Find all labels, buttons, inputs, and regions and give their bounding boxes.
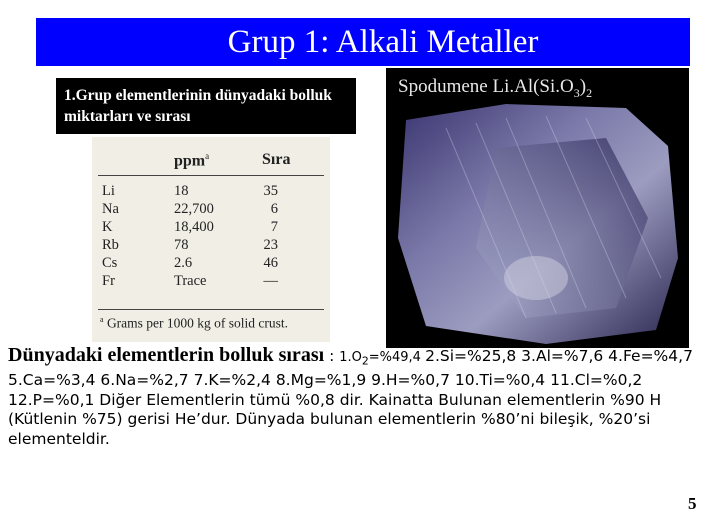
table-row xyxy=(92,219,330,236)
element-symbol: Fr xyxy=(102,273,115,289)
oxygen-entry: $1.O_2=\%49,4$ xyxy=(339,350,426,368)
table-row xyxy=(92,183,330,200)
spodumene-photo xyxy=(386,68,689,348)
ppm-value: 22,700 xyxy=(174,201,214,217)
rank-value: — xyxy=(263,273,278,289)
mineral-caption: Spodumene $Li.Al(Si.O_3)_2$ xyxy=(398,76,593,100)
table-row xyxy=(92,273,330,290)
element-symbol: Rb xyxy=(102,237,119,253)
body-paragraph: Dünyadaki elementlerin bolluk sırası : $1.O_2=\%49,4$ 2.Si=%25,8 3.Al=%7,6 4.Fe=%4,7 5.Ca=%3,4 6.Na=%2,7 7.K=%2,4 8.Mg=%1,9 9.H=%0,7 10.Ti=%0,4 11.Cl=%0,2 12.P=%0,1 Diğer Elementlerin tümü %0,8 dir. Kainatta Bulunan elementlerin %90 H (Kütlenin %75) gerisi He’dur. Dünyada bulunan elementlerin %80’ni bileşik, %20’si elementeldir. xyxy=(8,344,693,448)
table-divider xyxy=(98,309,324,310)
ppm-value: 18,400 xyxy=(174,219,214,235)
ppm-value: 18 xyxy=(174,183,189,199)
table-row xyxy=(92,255,330,272)
rank-value: 35 xyxy=(263,183,278,199)
ppm-value: Trace xyxy=(174,273,207,289)
rank-value: 46 xyxy=(263,255,278,271)
title-bar xyxy=(36,18,690,66)
header-ppm: ppm$^a$ xyxy=(174,151,210,170)
table-footnote: $^a$ Grams per 1000 kg of solid crust. xyxy=(100,315,289,331)
table-row xyxy=(92,201,330,218)
element-symbol: Li xyxy=(102,183,115,199)
body-text: 2.Si=%25,8 3.Al=%7,6 4.Fe=%4,7 5.Ca=%3,4 6.Na=%2,7 7.K=%2,4 8.Mg=%1,9 9.H=%0,7 10.Ti=%0,4 11.Cl=%0,2 12.P=%0,1 Diğer Elementlerin tümü %0,8 dir. Kainatta Bulunan elementlerin %90 H (Kütlenin %75) gerisi He’dur. Dünyada bulunan elementlerin %80’ni bileşik, %20’si elementeldir. xyxy=(8,347,693,448)
table-divider xyxy=(98,175,324,176)
element-symbol: Na xyxy=(102,201,119,217)
body-lead: Dünyadaki elementlerin bolluk sırası xyxy=(8,344,325,366)
element-symbol: K xyxy=(102,219,113,235)
table-row xyxy=(92,237,330,254)
rank-value: 23 xyxy=(263,237,278,253)
rank-value: 6 xyxy=(270,201,278,217)
page-number: 5 xyxy=(688,494,697,513)
element-symbol: Cs xyxy=(102,255,118,271)
rank-value: 7 xyxy=(270,219,278,235)
abundance-table xyxy=(92,137,330,342)
crystal-image xyxy=(386,68,689,348)
table-caption: 1.Grup elementlerinin dünyadaki bolluk miktarları ve sırası xyxy=(56,78,356,134)
header-rank: Sıra xyxy=(262,151,291,168)
ppm-value: 78 xyxy=(174,237,189,253)
ppm-value: 2.6 xyxy=(174,255,193,271)
slide-title: Grup 1: Alkali Metaller xyxy=(227,23,539,60)
